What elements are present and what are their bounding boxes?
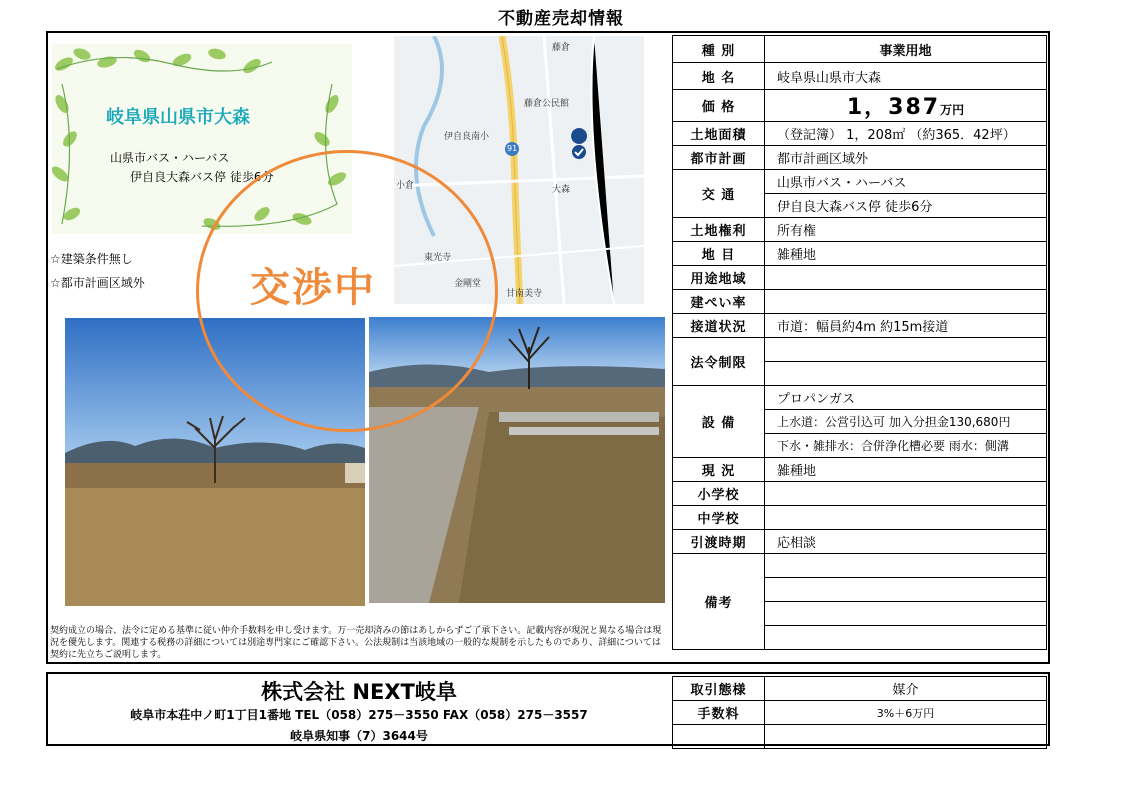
terms-empty-value bbox=[765, 725, 1047, 749]
value-handover: 応相談 bbox=[765, 530, 1047, 554]
disclaimer-text: 契約成立の場合、法令に定める基準に従い仲介手数料を申し受けます。万一売却済みの節はあしからずご了承下さい。記載内容が現況と異なる場合は現況を優先します。関連する税務の詳細については別途専門家にご確認下さい。公法規制は当該地域の一般的な規制を示したものであり、詳細については契約に先立ちご説明します。 bbox=[50, 626, 662, 660]
land-photo-2 bbox=[369, 317, 665, 603]
value-planning: 都市計画区域外 bbox=[765, 146, 1047, 170]
document-title: 不動産売却情報 bbox=[498, 9, 624, 29]
label-price: 価 格 bbox=[673, 90, 765, 122]
value-remarks-3 bbox=[765, 602, 1047, 626]
value-remarks-1 bbox=[765, 554, 1047, 578]
negotiation-stamp: 交渉中 bbox=[250, 265, 376, 311]
price-unit: 万円 bbox=[940, 103, 965, 117]
value-facilities-sewage: 下水・雑排水：合併浄化槽必要 雨水：側溝 bbox=[765, 434, 1047, 458]
value-law-1 bbox=[765, 338, 1047, 362]
label-rights: 土地権利 bbox=[673, 218, 765, 242]
label-handover: 引渡時期 bbox=[673, 530, 765, 554]
label-junior: 中学校 bbox=[673, 506, 765, 530]
value-status: 雑種地 bbox=[765, 458, 1047, 482]
label-law: 法令制限 bbox=[673, 338, 765, 386]
value-transport-stop: 伊自良大森バス停 徒歩6分 bbox=[765, 194, 1047, 218]
value-category: 雑種地 bbox=[765, 242, 1047, 266]
value-transaction: 媒介 bbox=[765, 677, 1047, 701]
label-facilities: 設 備 bbox=[673, 386, 765, 458]
label-fee: 手数料 bbox=[673, 701, 765, 725]
label-planning: 都市計画 bbox=[673, 146, 765, 170]
label-transport: 交 通 bbox=[673, 170, 765, 218]
value-type: 事業用地 bbox=[765, 36, 1047, 63]
label-category: 地 目 bbox=[673, 242, 765, 266]
company-address: 岐阜市本荘中ノ町1丁目1番地 TEL（058）275－3550 FAX（058）275－3557 bbox=[130, 708, 588, 722]
label-location: 地 名 bbox=[673, 63, 765, 90]
leaf-decoration-icon bbox=[52, 44, 352, 234]
transaction-terms-table bbox=[672, 676, 1047, 749]
value-facilities-water: 上水道：公営引込可 加入分担金130,680円 bbox=[765, 410, 1047, 434]
map-label-route91: 91 bbox=[507, 144, 518, 153]
field-photo-icon bbox=[65, 318, 365, 606]
map-roads-icon bbox=[394, 36, 644, 304]
label-area: 土地面積 bbox=[673, 122, 765, 146]
value-transport-line: 山県市バス・ハーバス bbox=[765, 170, 1047, 194]
value-price bbox=[765, 90, 1047, 122]
label-elementary: 小学校 bbox=[673, 482, 765, 506]
value-junior bbox=[765, 506, 1047, 530]
value-remarks-2 bbox=[765, 578, 1047, 602]
label-transaction: 取引態様 bbox=[673, 677, 765, 701]
value-facilities-gas: プロパンガス bbox=[765, 386, 1047, 410]
condition-no-build-restriction: ☆建築条件無し bbox=[50, 252, 133, 266]
map-label-school: 伊自良南小 bbox=[444, 132, 490, 142]
label-remarks: 備考 bbox=[673, 554, 765, 650]
land-photo-1 bbox=[65, 318, 365, 606]
map-label-fujikura-hall: 藤倉公民館 bbox=[524, 99, 570, 109]
map-label-ogura: 小倉 bbox=[396, 181, 415, 191]
label-type: 種 別 bbox=[673, 36, 765, 63]
label-status: 現 況 bbox=[673, 458, 765, 482]
field-photo-icon bbox=[369, 317, 665, 603]
value-rights: 所有権 bbox=[765, 218, 1047, 242]
map-label-kongodo: 金剛堂 bbox=[454, 279, 482, 289]
banner-image bbox=[52, 44, 352, 234]
map-label-fujikura: 藤倉 bbox=[552, 43, 571, 53]
value-law-2 bbox=[765, 362, 1047, 386]
banner-title: 岐阜県山県市大森 bbox=[106, 107, 250, 128]
label-zoning: 用途地域 bbox=[673, 266, 765, 290]
company-license: 岐阜県知事（7）3644号 bbox=[290, 729, 428, 743]
map-label-omori: 大森 bbox=[552, 185, 571, 195]
value-elementary bbox=[765, 482, 1047, 506]
company-name: 株式会社 NEXT岐阜 bbox=[261, 680, 457, 704]
value-zoning bbox=[765, 266, 1047, 290]
price-number: 1，387 bbox=[846, 95, 941, 120]
map-label-tokoji: 東光寺 bbox=[424, 253, 452, 263]
value-remarks-4 bbox=[765, 626, 1047, 650]
value-fee: 3%＋6万円 bbox=[765, 701, 1047, 725]
value-area: （登記簿） 1，208㎡ （約365．42坪） bbox=[765, 122, 1047, 146]
value-road: 市道：幅員約4m 約15m接道 bbox=[765, 314, 1047, 338]
property-spec-table bbox=[672, 35, 1047, 650]
value-coverage bbox=[765, 290, 1047, 314]
location-map bbox=[394, 36, 644, 304]
condition-outside-planning-area: ☆都市計画区域外 bbox=[50, 276, 145, 290]
value-location: 岐阜県山県市大森 bbox=[765, 63, 1047, 90]
label-coverage: 建ぺい率 bbox=[673, 290, 765, 314]
map-label-kannamiji: 甘南美寺 bbox=[506, 289, 543, 299]
banner-bus-stop: 伊自良大森バス停 徒歩6分 bbox=[130, 170, 274, 184]
banner-bus-line: 山県市バス・ハーバス bbox=[110, 151, 230, 165]
label-road: 接道状況 bbox=[673, 314, 765, 338]
terms-empty-label bbox=[673, 725, 765, 749]
